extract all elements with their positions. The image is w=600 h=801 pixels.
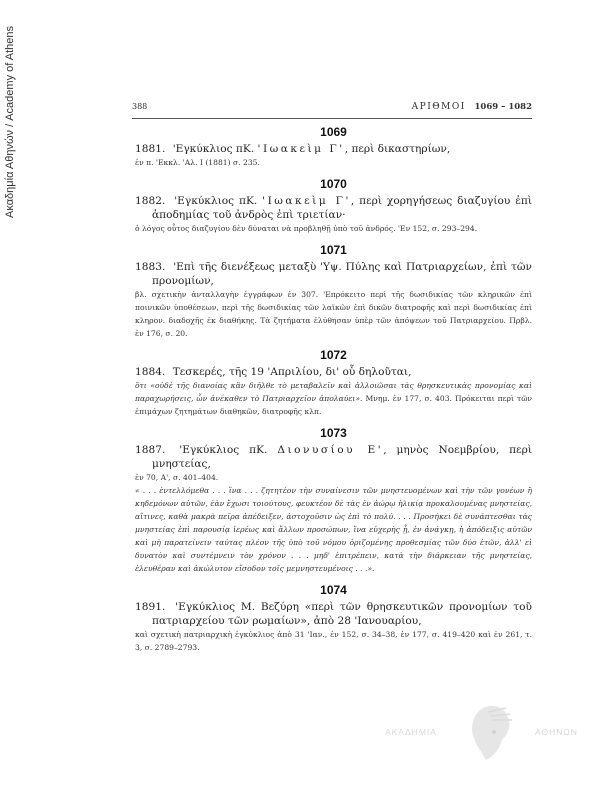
entry-heading [135,194,532,222]
entry-heading [135,443,532,471]
heading-text: 'Εγκύκλιος πΚ. [172,143,255,155]
entry-year: 1887. [135,444,166,456]
entry-note: ἐν π. 'Εκκλ. 'Αλ. Ι (1881) σ. 235. [135,158,260,167]
heading-text-rest: , περὶ δικαστηρίων, [344,143,451,155]
entry-1071 [135,243,532,340]
academy-watermark [385,700,600,770]
heading-text: 'Εγκύκλιος Μ. Βεζύρη «περὶ τῶν θρησκευτικῶν προνομίων τοῦ πατριαρχείου τῶν ρωμαίων», ἀπὸ 28 'Ιανουαρίου, [152,601,532,627]
entry-year: 1891. [135,601,166,613]
entry-number: 1072 [320,348,347,362]
heading-name: 'Ιωακεὶμ Γ' [257,143,345,155]
running-title-range: 1069 – 1082 [474,102,532,112]
athena-head-icon [460,702,518,762]
heading-text-rest: , περὶ χορηγήσεως διαζυγίου ἐπὶ ἀποδημίας τοῦ ἀνδρὸς ἐπὶ τριετίαν· [152,195,533,221]
entry-heading [135,260,532,288]
entry-heading [135,142,532,156]
entry-heading [135,600,532,628]
watermark-left-text: ΑΚΑΔΗΜΙΑ [385,727,437,737]
entry-quote: « . . . ἐντελλόμεθα . . . ἵνα . . . ζητητέον τὴν συναίνεσιν τῶν μνηστευομένων καὶ τὴν τῶν γονέων ἢ κηδεμόνων αὐτῶν, ἐὰν ἔχωσι τοιούτους, φευκτέον δὲ τὰς ἐν ἀώρῳ ἡλικίᾳ προκαλουμένας μνηστείας, αἵτινες, καθὰ μακρὰ πεῖρα ἀπέδειξεν, ἀστοχοῦσιν ὡς ἐπὶ τὸ πολύ. . . . Προσήκει δὲ συνάπτεσθαι τὰς μνηστείας ἐπὶ παρουσίᾳ ἱερέως καὶ ἄλλων προσώπων, ἵνα εὐχερὴς ᾖ, ἐν ἀνάγκῃ, ἡ ἀπόδειξις αὐτῶν καὶ μὴ παρατείνειν ταύτας πλέον τῆς ὑπὸ τοῦ νόμου ὁριζομένης προθεσμίας τῶν δύο ἐτῶν, ἀλλ' εἰ δυνατὸν καὶ συντέμνειν τὸν χρόνον . . . μηδ' ἐπιτρέπειν, κατὰ τὴν διάρκειαν τῆς μνηστείας, ἐλευθέραν καὶ ἀκώλυτον εἴσοδον τοῖς μεμνηστευμένοις . . .». [135,486,532,573]
entry-note: καὶ σχετικὴ πατριαρχικὴ ἐγκύκλιος ἀπὸ 31 'Ιαν., ἐν 152, σ. 34–38, ἐν 177, σ. 419–420 καὶ ἐν 261, τ. 3, σ. 2789–2793. [135,630,532,652]
page-number: 388 [132,102,148,111]
page-header [132,102,532,119]
entry-year: 1882. [135,195,166,207]
heading-name: Διονυσίου Ε' [277,444,384,456]
entry-heading [135,365,532,379]
heading-text-rest: , μηνὸς Νοεμβρίου, περὶ μνηστείας, [152,444,533,470]
entry-note [135,379,532,418]
entry-1070 [135,177,532,235]
entry-1074 [135,583,532,654]
entry-1072 [135,348,532,418]
entry-note: ὁ λόγος οὗτος διαζυγίου δὲν δύναται νὰ προβληθῇ ὑπὸ τοῦ ἀνδρός. 'Εν 152, σ. 293–294. [135,224,478,233]
entry-year: 1884. [135,366,166,378]
side-watermark-label: Ακαδημία Αθηνών / Academy of Athens [4,25,16,218]
entry-year: 1881. [135,143,166,155]
heading-text: Τεσκερές, τῆς 19 'Απριλίου, δι' οὗ δηλοῦται, [172,366,412,378]
heading-text: 'Επὶ τῆς διενέξεως μεταξὺ 'Υψ. Πύλης καὶ Πατριαρχείων, ἐπὶ τῶν προνομίων, [152,261,532,287]
entry-reference: Μνημ. ἐν 177, σ. 403. Πρόκειται περὶ τῶν ἐπιμάχων ζητημάτων διαθηκῶν, διατροφῆς κλπ. [135,394,533,416]
watermark-right-text: ΑΘΗΝΩΝ [535,727,578,737]
entry-number: 1073 [320,426,347,440]
entry-note: βλ. σχετικὴν ἀνταλλαγὴν ἐγγράφων ἐν 307. 'Επρόκειτο περὶ τῆς δωσιδικίας τῶν κληρικῶν ἐπὶ ποινικῶν ὑποθέσεων, περὶ τῆς δωσιδικίας τῶν λαϊκῶν ἐπὶ δικῶν διατροφῆς καὶ περὶ δωσιδικίας ἐπὶ κληρον. διαδοχῆς ἐκ διαθήκης. Τὰ ζητήματα ἐλύθησαν ὑπὲρ τῶν ἀπόψεων τοῦ Πατριαρχείου. Πρβλ. ἐν 176, σ. 20. [135,290,532,338]
heading-text: 'Εγκύκλιος πΚ. [179,444,268,456]
entry-year: 1883. [135,261,166,273]
entry-number: 1069 [320,125,347,139]
heading-text: 'Εγκύκλιος πΚ. [174,195,258,207]
entry-1073 [135,426,532,575]
entry-reference: ἐν 70, Α', σ. 401–404. [135,473,219,482]
entry-number: 1074 [320,583,347,597]
entry-quote: ὅτι «οὐδὲ τῆς διανοίας κἂν διῆλθε τὸ μεταβαλεῖν καὶ ἀλλοιῶσαι τὰς θρησκευτικὰς προνομίας καὶ παραχωρήσεις, ὧν ἀνέκαθεν τὸ Πατριαρχεῖον ἀπολαύει». [135,381,532,403]
running-title [412,102,532,112]
running-title-text: ΑΡΙΘΜΟΙ [411,102,466,112]
entry-number: 1070 [320,177,347,191]
entry-number: 1071 [320,243,347,257]
entry-1069 [135,125,532,169]
document-body [135,125,532,662]
heading-name: 'Ιωακεὶμ Γ' [262,195,351,207]
